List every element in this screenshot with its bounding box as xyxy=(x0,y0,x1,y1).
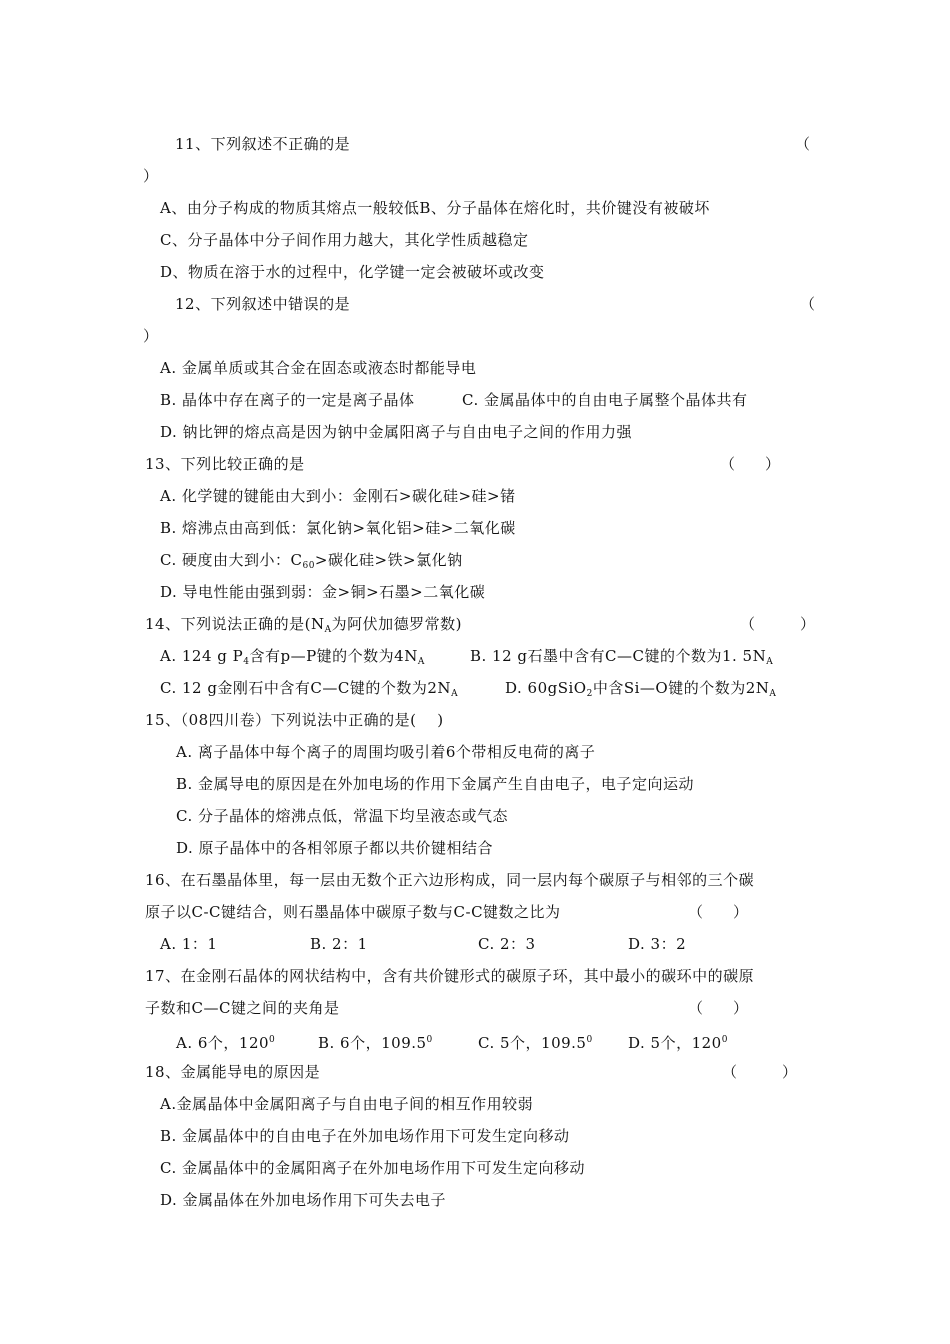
q14-option-b-text: B. 12 g石墨中含有C—C键的个数为1. 5N xyxy=(470,647,767,665)
q18-option-c: C. 金属晶体中的金属阳离子在外加电场作用下可发生定向移动 xyxy=(160,1159,585,1177)
q15-stem: 15、（08四川卷）下列说法中正确的是( ) xyxy=(145,711,444,729)
q17-option-d xyxy=(628,1030,728,1053)
q11-option-d: D、物质在溶于水的过程中，化学键一定会被破坏或改变 xyxy=(160,263,545,281)
q14-option-a-text: A. 124 g P xyxy=(160,647,244,665)
q16-option-b: B. 2：1 xyxy=(310,935,368,953)
q17-option-c xyxy=(478,1030,593,1053)
q16-stem-line-2: 原子以C-C键结合，则石墨晶体中碳原子数与C-C键数之比为 xyxy=(145,903,561,921)
q11-paren-open: （ xyxy=(795,135,811,153)
q16-answer-paren: （ ） xyxy=(688,903,749,921)
q12-option-b: B. 晶体中存在离子的一定是离子晶体 xyxy=(160,391,415,409)
q13-option-b: B. 熔沸点由高到低：氯化钠>氧化铝>硅>二氧化碳 xyxy=(160,519,516,537)
q14-option-b xyxy=(470,646,773,672)
q12-paren-open: （ xyxy=(800,295,816,313)
q13-option-d: D. 导电性能由强到弱：金>铜>石墨>二氧化碳 xyxy=(160,583,486,601)
q17-option-a xyxy=(176,1030,275,1053)
q17-option-b xyxy=(318,1030,433,1053)
q18-option-d: D. 金属晶体在外加电场作用下可失去电子 xyxy=(160,1191,447,1209)
q14-option-d-mid: 中含Si—O键的个数为2N xyxy=(592,679,770,697)
q12-paren-close: ） xyxy=(143,327,159,345)
q18-stem: 18、金属能导电的原因是 xyxy=(145,1063,321,1081)
q17-option-a-text: A. 6个，120 xyxy=(176,1034,270,1052)
q14-option-d-text: D. 60gSiO xyxy=(505,679,587,697)
q14-option-a xyxy=(160,646,425,672)
q14-option-b-subscript: A xyxy=(766,657,774,667)
q11-stem: 11、下列叙述不正确的是 xyxy=(175,135,351,153)
q13-stem: 13、下列比较正确的是 xyxy=(145,455,305,473)
q16-option-c: C. 2：3 xyxy=(478,935,536,953)
q16-option-a: A. 1：1 xyxy=(160,935,218,953)
q14-option-a-mid: 含有p—P键的个数为4N xyxy=(249,647,418,665)
q15-option-d: D. 原子晶体中的各相邻原子都以共价键相结合 xyxy=(176,839,494,857)
q15-option-c: C. 分子晶体的熔沸点低，常温下均呈液态或气态 xyxy=(176,807,508,825)
q13-option-c-text: C. 硬度由大到小：C xyxy=(160,551,303,569)
q14-option-c xyxy=(160,678,458,704)
q13-option-c-rest: >碳化硅>铁>氯化钠 xyxy=(314,551,463,569)
q14-option-c-text: C. 12 g金刚石中含有C—C键的个数为2N xyxy=(160,679,452,697)
q18-option-a: A.金属晶体中金属阳离子与自由电子间的相互作用较弱 xyxy=(160,1095,534,1113)
q14-stem-rest: 为阿伏加德罗常数) xyxy=(331,615,462,633)
q16-option-d: D. 3：2 xyxy=(628,935,687,953)
q17-option-c-text: C. 5个，109.5 xyxy=(478,1034,587,1052)
q14-stem xyxy=(145,614,462,640)
q17-stem-line-2: 子数和C—C键之间的夹角是 xyxy=(145,999,340,1017)
degree-superscript: 0 xyxy=(586,1035,593,1045)
q13-option-c xyxy=(160,550,463,576)
q18-option-b: B. 金属晶体中的自由电子在外加电场作用下可发生定向移动 xyxy=(160,1127,570,1145)
q18-answer-paren: （ ） xyxy=(722,1063,798,1081)
q12-option-d: D. 钠比钾的熔点高是因为钠中金属阳离子与自由电子之间的作用力强 xyxy=(160,423,633,441)
q12-stem: 12、下列叙述中错误的是 xyxy=(175,295,351,313)
q17-answer-paren: （ ） xyxy=(688,999,749,1017)
q12-option-c: C. 金属晶体中的自由电子属整个晶体共有 xyxy=(462,391,748,409)
q14-option-a-subscript-2: A xyxy=(417,657,425,667)
q14-answer-paren: （ ） xyxy=(740,615,816,633)
q15-option-a: A. 离子晶体中每个离子的周围均吸引着6个带相反电荷的离子 xyxy=(176,743,596,761)
q17-option-d-text: D. 5个，120 xyxy=(628,1034,722,1052)
q15-option-b: B. 金属导电的原因是在外加电场的作用下金属产生自由电子，电子定向运动 xyxy=(176,775,695,793)
q12-option-a: A. 金属单质或其合金在固态或液态时都能导电 xyxy=(160,359,477,377)
q17-stem-line-1: 17、在金刚石晶体的网状结构中，含有共价键形式的碳原子环，其中最小的碳环中的碳原 xyxy=(145,967,755,985)
q14-stem-subscript: A xyxy=(324,625,332,635)
q17-option-b-text: B. 6个，109.5 xyxy=(318,1034,427,1052)
q11-option-c: C、分子晶体中分子间作用力越大，其化学性质越稳定 xyxy=(160,231,529,249)
q13-option-c-subscript: 60 xyxy=(302,561,315,571)
degree-superscript: 0 xyxy=(721,1035,728,1045)
q14-option-d-subscript-2: A xyxy=(769,689,777,699)
degree-superscript: 0 xyxy=(426,1035,433,1045)
q13-option-a: A. 化学键的键能由大到小：金刚石>碳化硅>硅>锗 xyxy=(160,487,516,505)
degree-superscript: 0 xyxy=(269,1035,276,1045)
q11-paren-close: ） xyxy=(143,167,159,185)
q14-option-a-subscript-1: 4 xyxy=(243,657,250,667)
q11-option-a-b: A、由分子构成的物质其熔点一般较低B、分子晶体在熔化时，共价键没有被破坏 xyxy=(160,199,710,217)
q14-stem-text: 14、下列说法正确的是(N xyxy=(145,615,325,633)
q14-option-c-subscript: A xyxy=(451,689,459,699)
q13-answer-paren: （ ） xyxy=(720,455,781,473)
q14-option-d-subscript-1: 2 xyxy=(586,689,593,699)
q14-option-d xyxy=(505,678,776,704)
q16-stem-line-1: 16、在石墨晶体里，每一层由无数个正六边形构成，同一层内每个碳原子与相邻的三个碳 xyxy=(145,871,755,889)
